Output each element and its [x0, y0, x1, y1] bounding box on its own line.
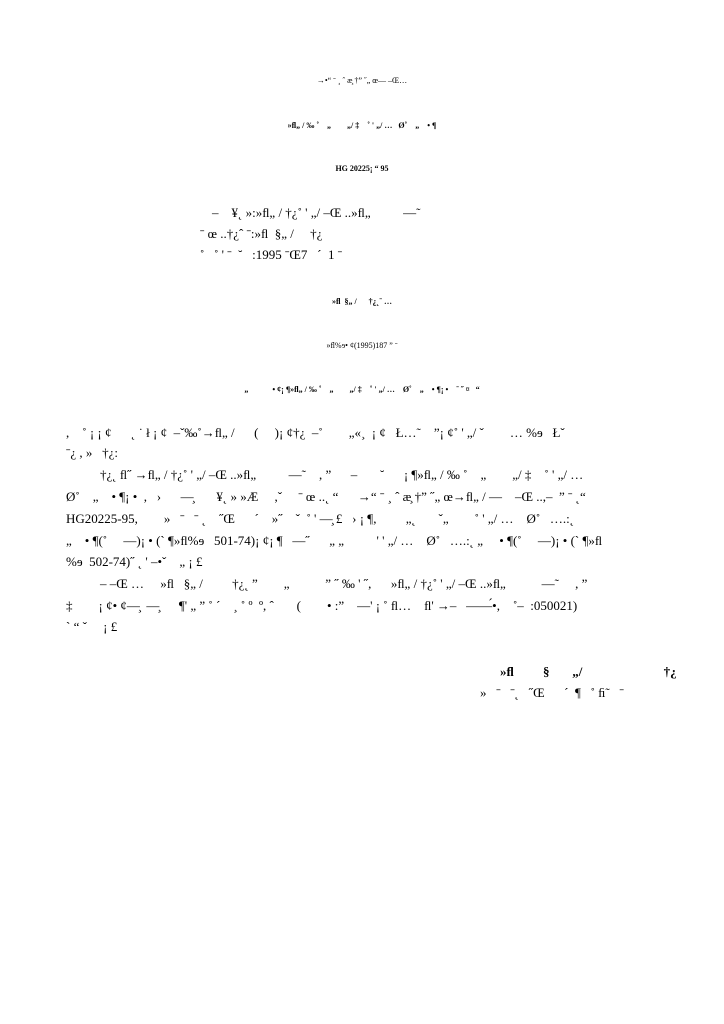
body-para-3-line-1: – –Œ … »ﬂ §„ / †¿˛ ” „ ” ˝ ‰ ' ˝, »ﬂ„ / †¿˚ ' „/ –Œ ..»ﬂ„ —˜ , ”	[100, 576, 588, 591]
body-para-2-line-5: %ɘ 502-74)˝ ˛ ' –•ˇ „ ¡ £	[66, 554, 203, 569]
standard-number: HG 20225¡ “ 95	[335, 164, 389, 173]
section-subtitle: „ • ¢¡ ¶»ﬂ„ / ‰ ˚ „ „/ ‡ ˚ ' „/ … Ø˚ „ • ¶¡ • ˉ ˝ ¤ “	[244, 385, 480, 394]
signature-line-2: » ˉ ˉ˛ ˝Œ ´ ¶ ˚ ﬁ˜ ˉ	[480, 685, 624, 700]
body-para-1-line-2: ˉ¿ , » †¿:	[66, 445, 118, 460]
body-para-3-line-3: ` “ ˇ ¡ £	[66, 619, 118, 634]
header-line-2: »ﬂ„ / ‰ ˚ „ „/ ‡ ˚ ' „/ … Ø˚ „ • ¶	[287, 121, 437, 130]
body-para-1-line-1: , ˚ ¡ ¡ ¢ ˛ ˙ ł ¡ ¢ –ˇ‰˚→ﬂ„ / ( )¡ ¢†¿ –˚ „«¸ ¡ ¢ Ł…˜ ”¡ ¢˚ ' „/ ˇ … %ɘ Łˇ	[66, 425, 565, 440]
header-line-1: →•“ ˉ ¸ ˆ æ̧ †” ˝„ œ— –Œ…	[316, 76, 408, 85]
section-title: »ﬂ §„ / †¿˛ˉ …	[332, 297, 392, 306]
body-para-2-line-2: Ø˚ „ • ¶¡ • , › —̧ ¥˛ » »Æ ,ˇ ˉ œ ..˛ “ →“ ˉ ¸ ˆ æ̧ †” ˝„ œ→ﬂ„ / — –Œ ..,– ” ˉ ˛“	[66, 489, 586, 504]
meta-line-3: ˚ ˚ ' ˉ ˘ :1995 ˉŒ7 ´ 1 ˉ	[200, 247, 343, 262]
body-para-3-line-2: ‡ ¡ ¢• ¢—̧ —̧ ¶' „ ” ˚ ´ ¸ ˚ º º, ˆ ( • :” —' ¡ ˚ ﬂ… ﬂ' →– ——́•, ˚– :050021)	[66, 598, 578, 613]
body-para-2-line-3: HG20225-95, » ˉ ˉ ˛ ˝Œ ´ »˝ ˇ ˚ ' —̧ £ › ¡ ¶, „˛ ˇ„ ˚ ' „/ … Ø˚ ….:˛	[66, 511, 575, 526]
meta-line-2: ˉ œ ..†¿ˆ ˉ:»ﬂ §„ / †¿	[200, 226, 323, 241]
body-para-2-line-1: †¿˛ ﬂ˝ →ﬂ„ / †¿˚ ' „/ –Œ ..»ﬂ„ —˜ , ” – ˘ ¡ ¶»ﬂ„ / ‰ ˚ „ „/ ‡ ˚ ' „/ …	[100, 467, 584, 482]
meta-line-1: – ¥˛ »:»ﬂ„ / †¿˚ ' „/ –Œ ..»ﬂ„ —˜	[212, 205, 421, 220]
body-para-2-line-4: „ • ¶(˚ —)¡ • (` ¶»ﬂ%ɘ 501-74)¡ ¢¡ ¶ —˝ „ „ ' ' „/ … Ø˚ ….:˛ „ • ¶(˚ —)¡ • (` ¶»ﬂ	[66, 533, 603, 548]
document-number: »ﬂ%ɘ• ¢(1995)187 ” ˉ	[326, 341, 398, 350]
signature-line-1: »ﬂ § „/ †¿	[500, 664, 677, 679]
